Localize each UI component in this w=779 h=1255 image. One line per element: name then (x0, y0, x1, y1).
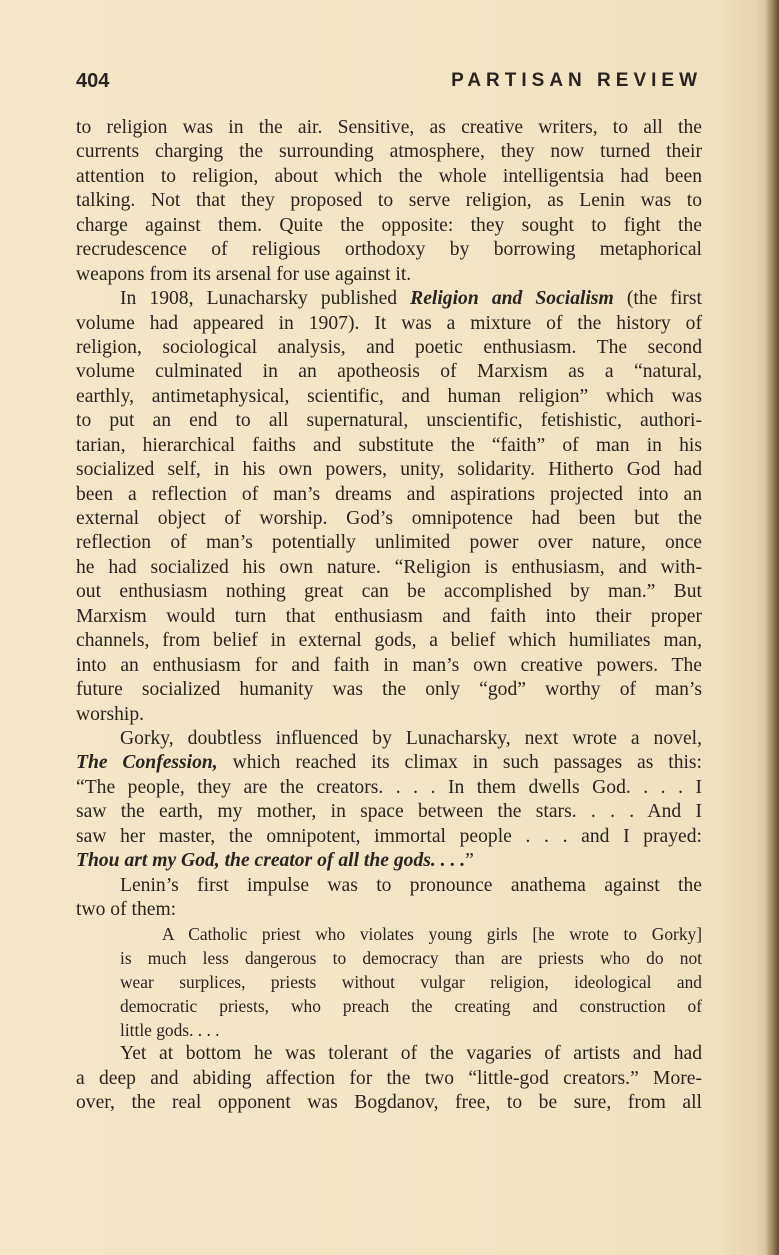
text-line: socialized self, in his own powers, unity, solidarity. Hitherto God had (76, 459, 702, 481)
quote-line: little gods. . . . (120, 1020, 220, 1041)
running-head: PARTISAN REVIEW (451, 70, 702, 91)
text-line: “The people, they are the creators. . . . In them dwells God. . . . I (76, 776, 702, 798)
paragraph (76, 287, 702, 727)
text-line: a deep and abiding affection for the two “little-god creators.” More- (76, 1067, 702, 1089)
text-line: saw her master, the omnipotent, immortal people . . . and I prayed: (76, 825, 702, 847)
block-quote (120, 922, 702, 1042)
page-number: 404 (76, 70, 110, 92)
text-line: channels, from belief in external gods, a belief which humiliates man, (76, 630, 702, 652)
text-line: talking. Not that they proposed to serve religion, as Lenin was to (76, 190, 702, 212)
page-edge-shadow (765, 0, 779, 1255)
italic-quote: Thou art my God, the creator of all the gods. . . . (76, 850, 466, 872)
text-line: religion, sociological analysis, and poetic enthusiasm. The second (76, 336, 702, 358)
text-segment: ” (465, 850, 474, 872)
text-line: external object of worship. God’s omnipotence had been but the (76, 508, 702, 529)
quote-line: democratic priests, who preach the creating and construction of (120, 996, 702, 1017)
text-line: two of them: (76, 899, 177, 920)
text-line: worship. (76, 703, 145, 725)
book-title: The Confession, (76, 752, 218, 774)
text-line: currents charging the surrounding atmosphere, they now turned their (76, 141, 702, 163)
text-line: out enthusiasm nothing great can be accomplished by man.” But (76, 581, 702, 603)
quote-line: is much less dangerous to democracy than are priests who do not (120, 948, 702, 969)
text-line: been a reflection of man’s dreams and aspirations projected into an (76, 483, 702, 505)
text-line: earthly, antimetaphysical, scientific, and human religion” which was (76, 385, 702, 407)
text-line: volume culminated in an apotheosis of Marxism as a “natural, (76, 361, 702, 383)
text-segment: (the first (613, 288, 702, 310)
text-segment: In 1908, Lunacharsky published (120, 288, 411, 310)
text-line: future socialized humanity was the only “god” worthy of man’s (76, 679, 702, 701)
text-line: recrudescence of religious orthodoxy by borrowing metaphorical (76, 239, 702, 261)
text-line: charge against them. Quite the opposite: they sought to fight the (76, 214, 702, 236)
text-line: to put an end to all supernatural, unscientific, fetishistic, authori- (76, 410, 702, 432)
text-line: weapons from its arsenal for use against it. (76, 263, 412, 285)
paragraph (76, 874, 702, 923)
text-line: Lenin’s first impulse was to pronounce anathema against the (120, 874, 702, 896)
page-header (76, 70, 702, 98)
text-line: Marxism would turn that enthusiasm and faith into their proper (76, 605, 702, 627)
text-line: into an enthusiasm for and faith in man’s own creative powers. The (76, 654, 702, 676)
text-line: reflection of man’s potentially unlimited power over nature, once (76, 532, 702, 554)
body-text (76, 116, 702, 1116)
text-line (76, 751, 702, 775)
paragraph (76, 1042, 702, 1115)
text-line (76, 849, 702, 873)
quote-line: wear surplices, priests without vulgar religion, ideological and (120, 972, 702, 993)
text-line (76, 287, 702, 311)
text-line: attention to religion, about which the whole intelligentsia had been (76, 165, 702, 187)
text-line: over, the real opponent was Bogdanov, free, to be sure, from all (76, 1092, 702, 1114)
text-line: saw the earth, my mother, in space between the stars. . . . And I (76, 801, 702, 823)
text-line: he had socialized his own nature. “Religion is enthusiasm, and with- (76, 556, 702, 578)
text-line: volume had appeared in 1907). It was a mixture of the history of (76, 312, 702, 334)
text-line: to religion was in the air. Sensitive, as creative writers, to all the (76, 117, 702, 138)
book-title: Religion and Socialism (410, 288, 614, 310)
paragraph (76, 116, 702, 287)
text-line: Yet at bottom he was tolerant of the vagaries of artists and had (120, 1043, 702, 1065)
quote-line: A Catholic priest who violates young girls [he wrote to Gorky] (162, 924, 702, 945)
text-segment: which reached its climax in such passages as this: (217, 752, 702, 774)
paragraph (76, 727, 702, 874)
text-line: tarian, hierarchical faiths and substitute the “faith” of man in his (76, 434, 702, 456)
text-line: Gorky, doubtless influenced by Lunacharsky, next wrote a novel, (120, 727, 702, 749)
